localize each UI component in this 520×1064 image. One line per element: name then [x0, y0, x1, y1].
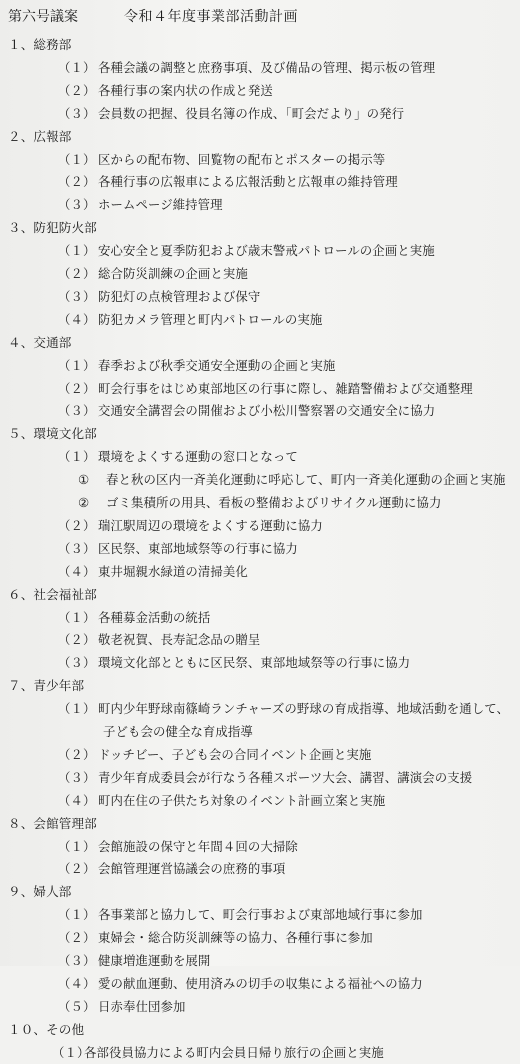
plan-item	[58, 950, 210, 972]
item-text: 各種会議の調整と庶務事項、及び備品の管理、掲示板の管理	[98, 59, 436, 75]
item-number: （３）	[58, 197, 96, 213]
item-number: （４）	[58, 563, 96, 579]
item-number: （４）	[58, 792, 96, 808]
section-heading-environment-culture: ５、環境文化部	[8, 426, 97, 442]
item-number: （２）	[58, 174, 96, 190]
section-heading-public-relations: ２、広報部	[8, 128, 72, 144]
item-number: （１）	[58, 449, 96, 465]
plan-item	[58, 171, 398, 193]
item-text: 各事業部と協力して、町会行事および東部地域行事に参加	[98, 907, 423, 923]
item-text: 青少年育成委員会が行なう各種スポーツ大会、講習、講演会の支援	[98, 769, 473, 785]
item-number: （１）	[58, 609, 96, 625]
item-number: （２）	[58, 517, 96, 533]
item-text: 東井堀親水緑道の清掃美化	[98, 563, 248, 579]
item-number: （１）	[58, 907, 96, 923]
item-number: （２）	[58, 930, 96, 946]
plan-item	[58, 767, 472, 789]
item-text: 各種募金活動の統括	[98, 609, 211, 625]
item-number: （１）	[58, 243, 96, 259]
item-text: 町内少年野球南篠崎ランチャーズの野球の育成指導、地域活動を通して、	[98, 701, 509, 717]
item-text: 総合防災訓練の企画と実施	[98, 266, 248, 281]
plan-item	[58, 57, 435, 79]
item-text: 町内在住の子供たち対象のイベント計画立案と実施	[98, 792, 386, 808]
item-text: 敬老祝賀、長寿記念品の贈呈	[98, 632, 261, 648]
item-text-continuation: 子ども会の健全な育成指導	[103, 724, 253, 739]
item-number: （３）	[58, 953, 96, 968]
item-number: （４）	[58, 975, 96, 991]
item-number: （１）	[58, 701, 96, 717]
item-number: （５）	[58, 998, 96, 1014]
plan-item	[58, 149, 385, 171]
item-number: （２）	[58, 746, 96, 762]
plan-item	[58, 400, 435, 422]
item-number: （２）	[58, 82, 96, 98]
item-text: 区民祭、東部地域祭等の行事に協力	[98, 540, 298, 556]
item-number: （３）	[58, 540, 96, 556]
section-heading-general-affairs: １、総務部	[8, 37, 72, 52]
item-number: （１）	[58, 151, 96, 167]
section-heading-crime-fire-prevention: ３、防犯防火部	[8, 220, 97, 236]
item-text: 愛の献血運動、使用済みの切手の収集による福祉への協力	[98, 975, 423, 991]
subitem-number: ②	[78, 495, 90, 510]
subitem-text: 春と秋の区内一斉美化運動に呼応して、町内一斉美化運動の企画と実施	[106, 472, 506, 488]
plan-item	[58, 607, 210, 629]
plan-item	[58, 561, 248, 583]
plan-subitem	[78, 469, 505, 491]
agenda-number: 第六号議案	[8, 9, 78, 25]
item-number: （３）	[58, 288, 96, 304]
item-text: ホームページ維持管理	[98, 197, 223, 213]
plan-item	[58, 378, 473, 400]
plan-item	[58, 446, 298, 468]
item-number: （３）	[58, 105, 96, 121]
plan-item	[58, 286, 260, 308]
item-text: 日赤奉仕団参加	[98, 998, 186, 1014]
plan-item	[58, 80, 273, 102]
item-number: （３）	[58, 769, 96, 785]
document-title: 令和４年度事業部活動計画	[124, 9, 298, 25]
plan-item	[58, 263, 248, 285]
plan-item	[58, 973, 423, 995]
plan-item	[58, 538, 298, 560]
section-heading-youth: ７、青少年部	[8, 678, 85, 694]
plan-item	[58, 194, 223, 216]
plan-subitem	[78, 492, 442, 514]
item-text: 会館施設の保守と年間４回の大掃除	[98, 838, 298, 854]
plan-item	[58, 652, 410, 674]
item-text: 交通安全講習会の開催および小松川警察署の交通安全に協力	[98, 403, 436, 419]
item-number: （３）	[58, 403, 96, 419]
plan-item	[58, 744, 371, 766]
item-text: 区からの配布物、回覧物の配布とポスターの掲示等	[98, 151, 386, 167]
item-text: 東婦会・総合防災訓練等の協力、各種行事に参加	[98, 930, 373, 946]
section-heading-womens: ９、婦人部	[8, 884, 72, 900]
plan-item	[58, 309, 322, 331]
item-text: 会員数の把握、役員名簿の作成、「町会だより」の発行	[98, 105, 405, 121]
section-heading-hall-management: ８、会館管理部	[8, 815, 97, 831]
plan-item	[58, 996, 185, 1018]
subitem-number: ①	[78, 472, 90, 488]
item-number: （１）	[58, 357, 96, 373]
plan-item	[58, 904, 423, 926]
item-number: （２）	[58, 266, 96, 281]
item-text: ドッチビー、子ども会の合同イベント企画と実施	[98, 746, 372, 762]
plan-item	[58, 836, 298, 858]
item-number: （２）	[58, 380, 96, 396]
item-text: 防犯カメラ管理と町内パトロールの実施	[98, 311, 323, 327]
item-number: （１）	[52, 1044, 90, 1060]
plan-item	[58, 790, 385, 812]
item-text: 町会行事をはじめ東部地区の行事に際し、雑踏警備および交通整理	[98, 380, 473, 396]
item-text: 春季および秋季交通安全運動の企画と実施	[98, 357, 336, 373]
item-number: （３）	[58, 655, 96, 671]
item-number: （１）	[58, 59, 96, 75]
plan-item	[58, 240, 435, 262]
item-text: 瑞江駅周辺の環境をよくする運動に協力	[98, 517, 323, 533]
plan-item	[58, 927, 373, 949]
plan-item	[58, 355, 335, 377]
item-text: 安心安全と夏季防犯および歳末警戒パトロールの企画と実施	[98, 243, 435, 259]
section-heading-traffic: ４、交通部	[8, 334, 72, 350]
item-text: 防犯灯の点検管理および保守	[98, 288, 261, 304]
plan-item	[58, 103, 404, 125]
section-heading-social-welfare: ６、社会福祉部	[8, 586, 97, 602]
section-heading-other: １０、その他	[8, 1021, 85, 1037]
item-text: 環境文化部とともに区民祭、東部地域祭等の行事に協力	[98, 655, 411, 671]
item-text: 各種行事の案内状の作成と発送	[98, 82, 273, 98]
item-text: 各部役員協力による町内会員日帰り旅行の企画と実施	[84, 1044, 384, 1060]
plan-item	[58, 698, 509, 720]
plan-item	[58, 858, 285, 880]
item-text: 環境をよくする運動の窓口となって	[98, 449, 298, 465]
plan-item	[58, 629, 260, 651]
subitem-text: ゴミ集積所の用具、看板の整備およびリサイクル運動に協力	[106, 495, 442, 510]
item-text: 各種行事の広報車による広報活動と広報車の維持管理	[98, 174, 398, 190]
item-number: （１）	[58, 838, 96, 854]
item-number: （２）	[58, 861, 96, 877]
item-number: （４）	[58, 311, 96, 327]
item-number: （２）	[58, 632, 96, 648]
plan-item	[52, 1042, 384, 1064]
item-text: 健康増進運動を展開	[98, 953, 211, 968]
plan-item	[58, 515, 323, 537]
item-text: 会館管理運営協議会の庶務的事項	[98, 861, 286, 877]
